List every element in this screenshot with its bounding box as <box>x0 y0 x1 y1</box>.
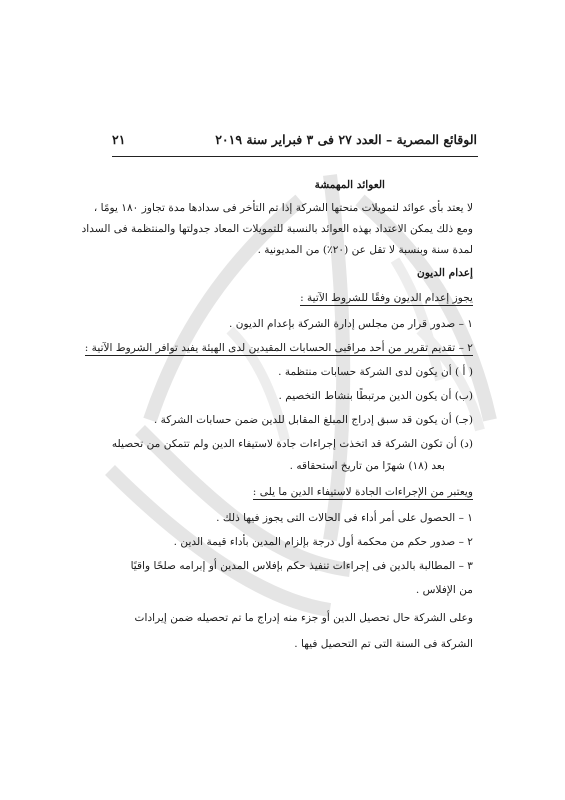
paragraph-line: ومع ذلك يمكن الاعتداد بهذه العوائد بالنسبة للتمويلات المعاد جدولتها والمنتظمة فى السداد <box>81 223 473 235</box>
list-item-continued: من الإفلاس . <box>415 584 473 596</box>
gazette-title: الوقائع المصرية – العدد ٢٧ فى ٣ فبراير سنة ٢٠١٩ <box>215 132 477 147</box>
header-divider <box>112 156 478 157</box>
paragraph-line: لا يعتد بأى عوائد لتمويلات منحتها الشركة إذا تم التأخر فى سدادها مدة تجاوز ١٨٠ يومًا ، <box>93 202 473 214</box>
page-number: ٢١ <box>112 132 126 147</box>
closing-paragraph-line: وعلى الشركة حال تحصيل الدين أو جزء منه إدراج ما تم تحصيله ضمن إيرادات <box>134 612 473 624</box>
serious-measures-intro: ويعتبر من الإجراءات الجادة لاستيفاء الدين ما يلى : <box>252 486 473 498</box>
section-heading-debt-writeoff: إعدام الديون <box>417 267 473 279</box>
condition-item: (د) أن تكون الشركة قد اتخذت إجراءات جادة لاستيفاء الدين ولم تتمكن من تحصيله <box>111 438 473 450</box>
condition-item: (جـ) أن يكون قد سبق إدراج المبلغ المقابل للدين ضمن حسابات الشركة . <box>153 414 473 426</box>
section-heading-marginal-returns: العوائد المهمشة <box>314 179 385 191</box>
page-header <box>112 132 477 152</box>
condition-item-continued: بعد (١٨) شهرًا من تاريخ استحقاقه . <box>289 460 445 472</box>
list-item: ٢ – صدور حكم من محكمة أول درجة بإلزام المدين بأداء قيمة الدين . <box>173 536 473 548</box>
list-item: ٣ – المطالبة بالدين فى إجراءات تنفيذ حكم بإفلاس المدين أو إبرامه صلحًا واقيًا <box>130 560 473 572</box>
list-item: ١ – صدور قرار من مجلس إدارة الشركة بإعدام الديون . <box>228 318 473 330</box>
paragraph-line: لمدة سنة وبنسبة لا تقل عن (٢٠٪) من المديونية . <box>257 244 473 256</box>
condition-item: ( أ ) أن يكون لدى الشركة حسابات منتظمة . <box>278 366 473 378</box>
writeoff-intro: يجوز إعدام الديون وفقًا للشروط الآتية : <box>300 292 473 304</box>
list-item: ١ – الحصول على أمر أداء فى الحالات التى يجوز فيها ذلك . <box>216 512 473 524</box>
closing-paragraph-line: الشركة فى السنة التى تم التحصيل فيها . <box>294 638 473 650</box>
condition-item: (ب) أن يكون الدين مرتبطًا بنشاط التخصيم . <box>278 390 473 402</box>
list-item: ٢ – تقديم تقرير من أحد مراقبى الحسابات المقيدين لدى الهيئة يفيد توافر الشروط الآتية : <box>84 342 473 354</box>
